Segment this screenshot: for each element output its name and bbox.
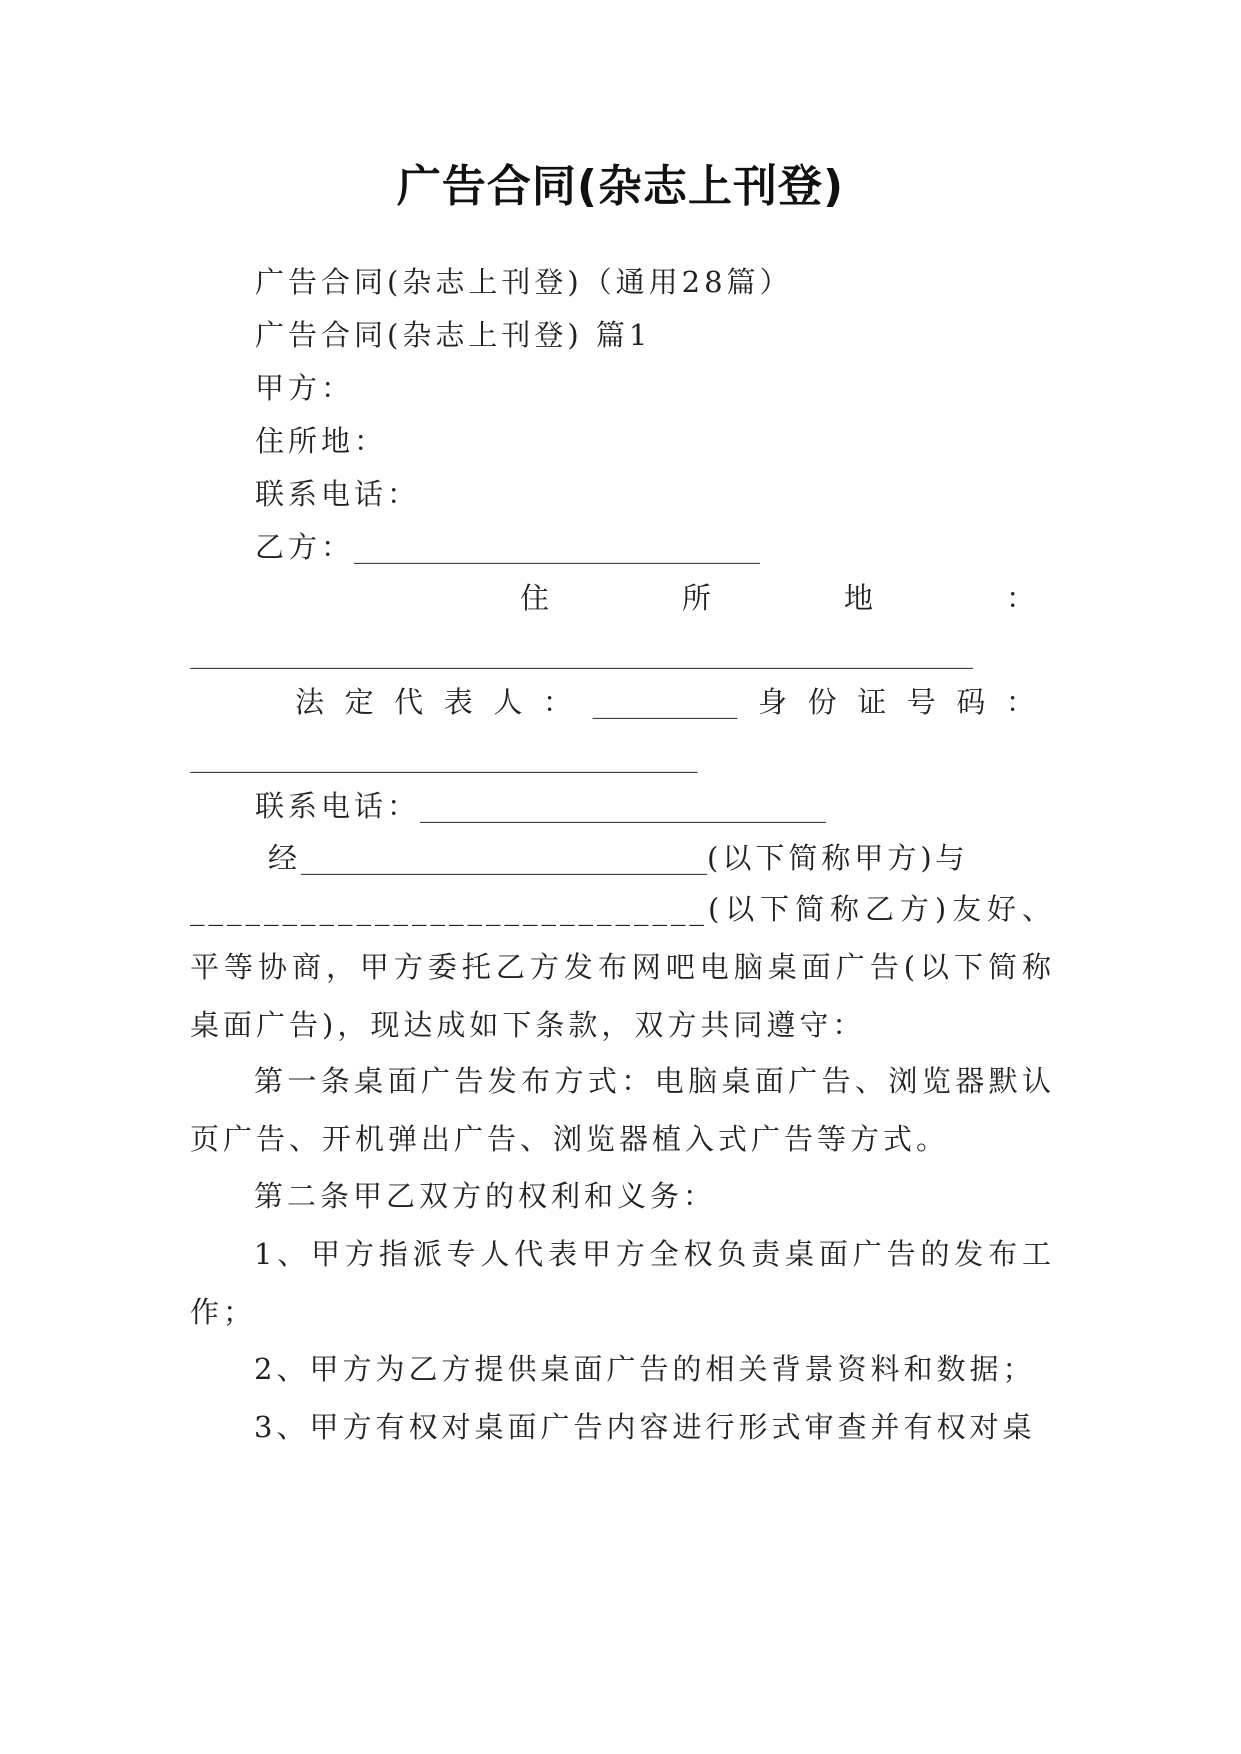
legal-rep-row xyxy=(295,682,1035,722)
party-b-address-row xyxy=(520,578,1035,618)
legal-rep-char: 表 xyxy=(443,685,473,719)
article-2-heading: 第二条甲乙双方的权利和义务： xyxy=(254,1179,717,1213)
via-rest: (以下简称甲方)与 xyxy=(707,841,969,875)
id-number-char: 份 xyxy=(807,685,837,719)
party-a-label: 甲方： xyxy=(255,371,355,405)
via-label: 经 xyxy=(268,841,302,875)
party-b-phone-row xyxy=(255,786,1115,826)
party-b-phone-label: 联系电话： xyxy=(255,789,421,823)
legal-rep-char: 代 xyxy=(394,685,424,719)
id-number-char: 身 xyxy=(758,685,788,719)
party-a-address-label: 住所地： xyxy=(255,424,388,458)
id-number-blank: ___________________________________ xyxy=(190,739,698,773)
clause-2-paragraph: 2、甲方为乙方提供桌面广告的相关背景资料和数据； xyxy=(254,1352,1036,1386)
id-number-char: ： xyxy=(1005,685,1035,719)
via-row xyxy=(268,838,1058,878)
collection-heading: 广告合同(杂志上刊登)（通用28篇） xyxy=(255,265,793,299)
part-heading: 广告合同(杂志上刊登) 篇1 xyxy=(255,318,652,352)
document-title: 广告合同(杂志上刊登) xyxy=(396,161,845,212)
legal-rep-char: 法 xyxy=(295,685,325,719)
party-b-row xyxy=(255,527,1115,567)
legal-rep-blank: __________ xyxy=(592,685,738,719)
party-b-label: 乙方： xyxy=(255,530,355,564)
party-b-phone-blank: ____________________________ xyxy=(420,789,827,823)
id-number-char: 号 xyxy=(906,685,936,719)
id-number-char: 证 xyxy=(857,685,887,719)
clause-1-paragraph: 1、甲方指派专人代表甲方全权负责桌面广告的发布工作； xyxy=(190,1237,1055,1329)
address-char: ： xyxy=(1005,581,1035,615)
address-char: 所 xyxy=(681,581,711,615)
article-1-paragraph: 第一条桌面广告发布方式：电脑桌面广告、浏览器默认页广告、开机弹出广告、浏览器植入式广告等方式。 xyxy=(190,1064,1055,1156)
legal-rep-char: 定 xyxy=(344,685,374,719)
intro-paragraph: ____________________________(以下简称乙方)友好、平等协商，甲方委托乙方发布网吧电脑桌面广告(以下简称桌面广告)，现达成如下条款，双方共同遵守： xyxy=(190,892,1055,1042)
legal-rep-char: ： xyxy=(542,685,572,719)
id-number-char: 码 xyxy=(956,685,986,719)
address-char: 地 xyxy=(843,581,873,615)
legal-rep-char: 人 xyxy=(493,685,523,719)
address-char: 住 xyxy=(520,581,550,615)
party-a-phone-label: 联系电话： xyxy=(255,477,421,511)
via-blank: ____________________________ xyxy=(301,841,708,875)
party-b-blank: ____________________________ xyxy=(354,530,761,564)
clause-3-paragraph: 3、甲方有权对桌面广告内容进行形式审查并有权对桌 xyxy=(254,1410,1036,1444)
party-b-address-blank: ______________________________________________________ xyxy=(190,635,973,669)
